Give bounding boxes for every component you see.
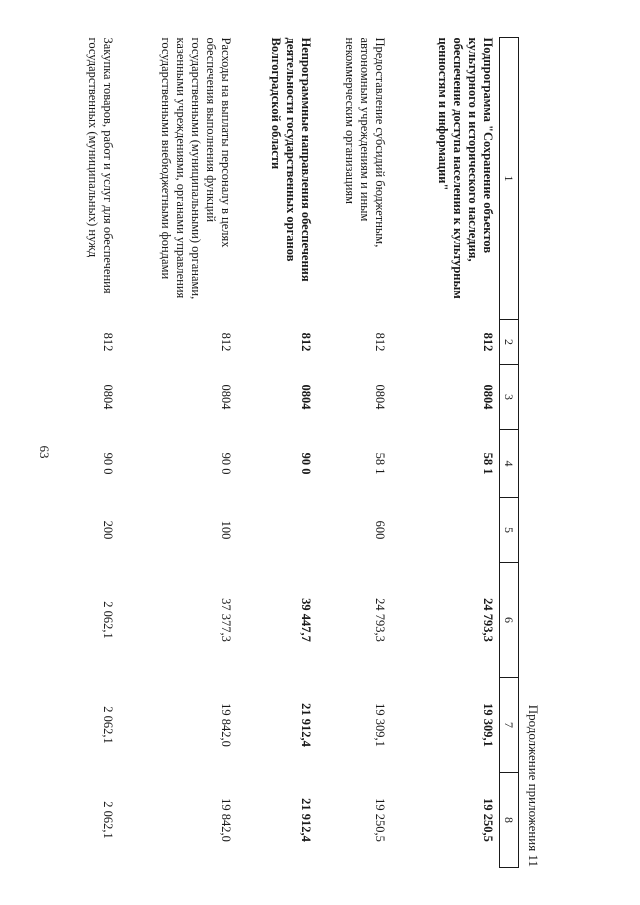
row-c4: 90 0 [101, 452, 115, 475]
table-row [317, 38, 391, 868]
row-c3: 0804 [481, 384, 495, 410]
row-c5: 200 [101, 520, 115, 540]
row-c7: 19 842,0 [219, 703, 233, 747]
row-c8: 19 842,0 [219, 798, 233, 842]
row-c6: 37 377,3 [219, 598, 233, 642]
row-c5 [391, 498, 500, 563]
header-col-3: 3 [500, 365, 519, 430]
row-c7: 19 309,1 [373, 703, 387, 747]
header-col-8: 8 [500, 773, 519, 868]
row-name: Предоставление субсидий бюджетным, автономным учреждениям и иным некоммерческим организациям [343, 37, 387, 248]
header-col-5: 5 [500, 498, 519, 563]
header-col-4: 4 [500, 430, 519, 498]
row-c5 [237, 498, 317, 563]
page-number: 63 [37, 445, 52, 459]
row-c8: 21 912,4 [299, 798, 313, 842]
row-c2: 812 [373, 332, 387, 352]
row-name: Подпрограмма "Сохранение объектов культурного и исторического наследия, обеспечение доступа населения к культурным ценностям и информации" [436, 37, 495, 299]
header-col-1: 1 [500, 38, 519, 320]
row-c3: 0804 [101, 384, 115, 410]
row-name: Закупка товаров, работ и услуг для обеспечения государственных (муниципальных) нужд [86, 37, 115, 294]
appendix-caption: Продолжение приложения 11 [526, 704, 541, 867]
budget-table [61, 37, 519, 868]
row-c8: 2 062,1 [101, 801, 115, 839]
rotated-page-content [85, 37, 555, 867]
row-c7: 2 062,1 [101, 706, 115, 744]
header-col-7: 7 [500, 678, 519, 773]
header-col-6: 6 [500, 563, 519, 678]
table-row [237, 38, 317, 868]
row-c6: 24 793,3 [373, 598, 387, 642]
row-c2: 812 [299, 332, 313, 352]
row-c4: 58 1 [481, 452, 495, 475]
row-c5: 600 [373, 520, 387, 540]
row-c3: 0804 [373, 384, 387, 410]
row-c8: 19 250,5 [373, 798, 387, 842]
table-row [119, 38, 237, 868]
table-row [61, 38, 119, 868]
row-c7: 21 912,4 [299, 703, 313, 747]
row-c7: 19 309,1 [481, 703, 495, 747]
row-c6: 2 062,1 [101, 601, 115, 639]
row-c6: 24 793,3 [481, 598, 495, 642]
row-c2: 812 [219, 332, 233, 352]
table-header-row [500, 38, 519, 868]
row-c3: 0804 [299, 384, 313, 410]
row-c3: 0804 [219, 384, 233, 410]
row-c5: 100 [219, 520, 233, 540]
row-c8: 19 250,5 [481, 798, 495, 842]
row-c4: 90 0 [299, 452, 313, 475]
row-name: Непрограммные направления обеспечения деятельности государственных органов Волгоградской области [269, 37, 313, 282]
table-row [391, 38, 500, 868]
row-c4: 90 0 [219, 452, 233, 475]
row-c2: 812 [481, 332, 495, 352]
row-c2: 812 [101, 332, 115, 352]
row-c6: 39 447,7 [299, 598, 313, 642]
header-col-2: 2 [500, 320, 519, 365]
row-c4: 58 1 [373, 452, 387, 475]
row-name: Расходы на выплаты персоналу в целях обеспечения выполнения функций государственными (муниципальными) органами, казенными учреждениями, органами управления государственными внебюджетными фондами [159, 37, 233, 300]
